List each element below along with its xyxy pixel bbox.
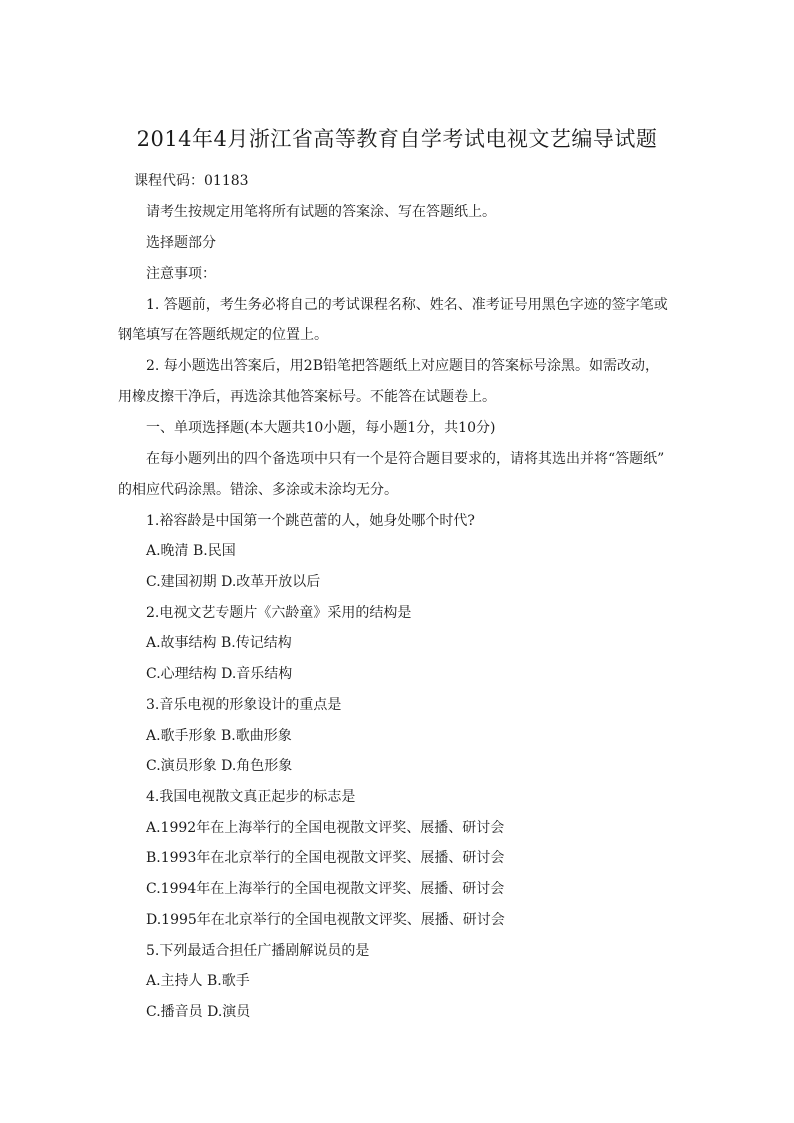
question-4-option: A.1992年在上海举行的全国电视散文评奖、展播、研讨会	[146, 820, 505, 836]
question-5-stem: 5.下列最适合担任广播剧解说员的是	[146, 943, 370, 959]
part-one-heading: 一、单项选择题(本大题共10小题，每小题1分，共10分)	[146, 420, 496, 436]
note-2: 2. 每小题选出答案后，用2B铅笔把答题纸上对应题目的答案标号涂黑。如需改动，	[146, 358, 660, 374]
page-title: 2014年4月浙江省高等教育自学考试电视文艺编导试题	[136, 127, 658, 151]
question-4-stem: 4.我国电视散文真正起步的标志是	[146, 789, 356, 805]
instruction-line: 请考生按规定用笔将所有试题的答案涂、写在答题纸上。	[146, 204, 496, 220]
note-1: 1. 答题前，考生务必将自己的考试课程名称、姓名、准考证号用黑色字迹的签字笔或	[146, 297, 668, 313]
question-2-stem: 2.电视文艺专题片《六龄童》采用的结构是	[146, 605, 412, 621]
question-1-option-row: C.建国初期 D.改革开放以后	[146, 574, 321, 590]
section-heading: 选择题部分	[146, 235, 216, 251]
question-3-option-row: C.演员形象 D.角色形象	[146, 758, 293, 774]
question-3-stem: 3.音乐电视的形象设计的重点是	[146, 697, 342, 713]
part-one-description: 在每小题列出的四个备选项中只有一个是符合题目要求的，请将其选出并将“答题纸”	[146, 451, 665, 467]
question-1-option-row: A.晚清 B.民国	[146, 543, 236, 559]
question-4-option: C.1994年在上海举行的全国电视散文评奖、展播、研讨会	[146, 881, 505, 897]
question-5-option-row: A.主持人 B.歌手	[146, 973, 250, 989]
question-2-option-row: C.心理结构 D.音乐结构	[146, 666, 293, 682]
question-2-option-row: A.故事结构 B.传记结构	[146, 635, 292, 651]
course-code: 课程代码：01183	[134, 173, 249, 189]
question-5-option-row: C.播音员 D.演员	[146, 1004, 251, 1020]
question-4-option: D.1995年在北京举行的全国电视散文评奖、展播、研讨会	[146, 912, 505, 928]
notes-heading: 注意事项：	[146, 266, 216, 282]
question-3-option-row: A.歌手形象 B.歌曲形象	[146, 728, 292, 744]
part-one-description-continued: 的相应代码涂黑。错涂、多涂或未涂均无分。	[118, 482, 398, 498]
question-1-stem: 1.裕容龄是中国第一个跳芭蕾的人，她身处哪个时代?	[146, 513, 475, 529]
note-2-continued: 用橡皮擦干净后，再选涂其他答案标号。不能答在试题卷上。	[118, 389, 496, 405]
note-1-continued: 钢笔填写在答题纸规定的位置上。	[118, 327, 328, 343]
question-4-option: B.1993年在北京举行的全国电视散文评奖、展播、研讨会	[146, 850, 505, 866]
